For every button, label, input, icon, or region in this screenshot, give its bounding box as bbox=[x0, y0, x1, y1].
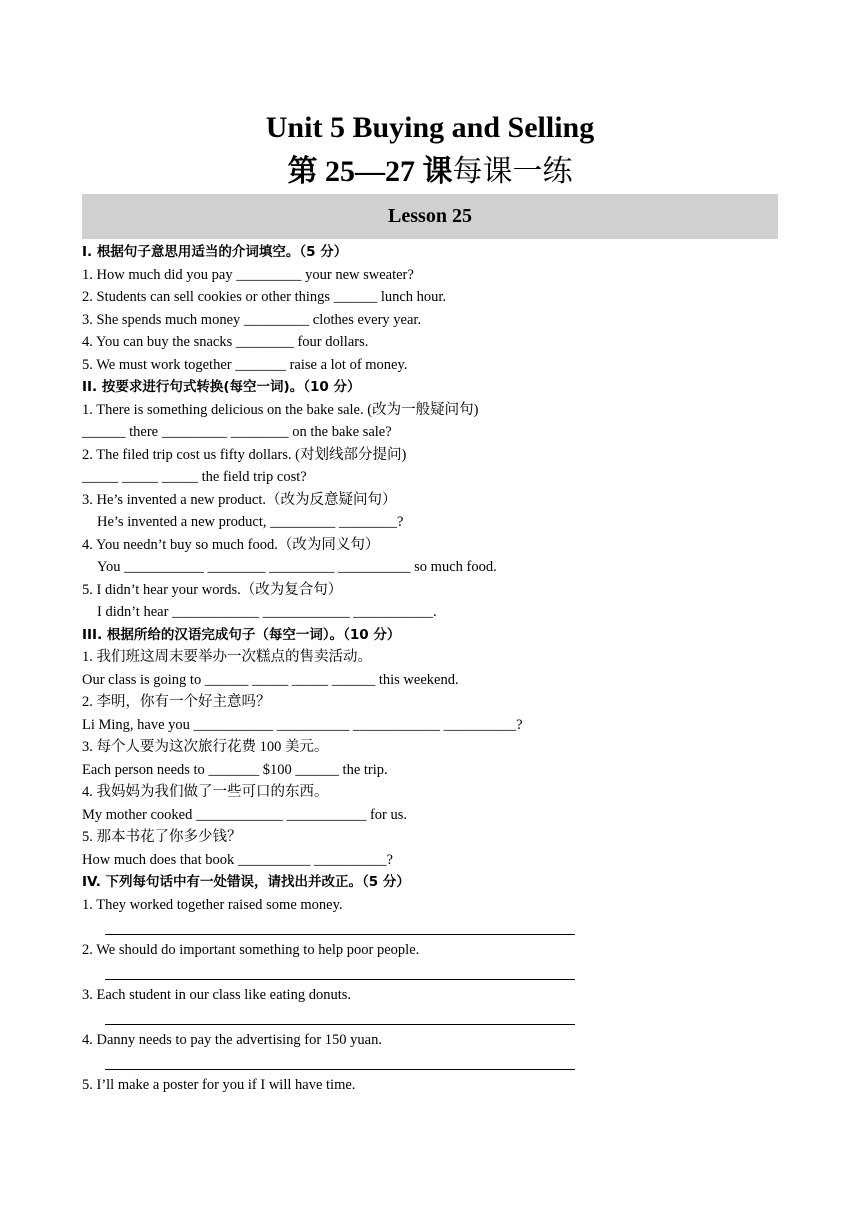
answer-blank-line[interactable] bbox=[82, 961, 782, 984]
section3-answer: Our class is going to ______ _____ _____ ______ this weekend. bbox=[82, 671, 459, 688]
section3-question: 1. 我们班这周末要举办一次糕点的售卖活动。 bbox=[82, 649, 372, 665]
section1-item: 3. She spends much money _________ clothes every year. bbox=[82, 311, 422, 328]
section2-answer: I didn’t hear ____________ ____________ ___________. bbox=[97, 604, 437, 620]
section2-question: 5. I didn’t hear your words.（改为复合句） bbox=[82, 581, 343, 598]
section3-answer: Each person needs to _______ $100 ______ the trip. bbox=[82, 761, 388, 778]
page-title: Unit 5 Buying and Selling bbox=[265, 111, 595, 144]
section3-question: 5. 那本书花了你多少钱？ bbox=[82, 829, 242, 845]
section2-answer: ______ there _________ ________ on the bake sale? bbox=[82, 424, 392, 440]
section4-item: 2. We should do important something to help poor people. bbox=[82, 941, 420, 958]
section4-heading: IV. 下列每句话中有一处错误，请找出并改正。（5 分） bbox=[82, 874, 410, 890]
subtitle-practice: 每课一练 bbox=[452, 155, 573, 188]
section3-question: 2. 李明，你有一个好主意吗？ bbox=[82, 694, 271, 710]
section3-answer: My mother cooked ____________ ___________ for us. bbox=[82, 806, 408, 823]
section1-item: 1. How much did you pay _________ your new sweater? bbox=[82, 266, 414, 283]
section2-question: 1. There is something delicious on the bake sale. (改为一般疑问句) bbox=[82, 401, 479, 418]
section1-heading: I. 根据句子意思用适当的介词填空。（5 分） bbox=[82, 244, 348, 260]
section2-question: 3. He’s invented a new product.（改为反意疑问句） bbox=[82, 491, 397, 508]
answer-blank-line[interactable] bbox=[82, 916, 782, 939]
page-subtitle bbox=[0, 152, 860, 192]
subtitle-lessons: 第 25—27 课 bbox=[287, 155, 453, 188]
section4-item: 3. Each student in our class like eating donuts. bbox=[82, 986, 352, 1003]
section2-heading: II. 按要求进行句式转换(每空一词)。（10 分） bbox=[82, 379, 361, 395]
section2-answer: _____ _____ _____ the field trip cost? bbox=[82, 469, 307, 485]
section4-item: 4. Danny needs to pay the advertising for 150 yuan. bbox=[82, 1031, 382, 1048]
section4-item: 1. They worked together raised some money. bbox=[82, 896, 343, 913]
answer-blank-line[interactable] bbox=[82, 1051, 782, 1074]
section3-heading: III. 根据所给的汉语完成句子（每空一词）。（10 分） bbox=[82, 626, 401, 643]
section3-answer: Li Ming, have you ___________ __________ ____________ __________? bbox=[82, 716, 523, 733]
section4-item: 5. I’ll make a poster for you if I will have time. bbox=[82, 1076, 356, 1093]
section2-question: 4. You needn’t buy so much food.（改为同义句） bbox=[82, 536, 380, 553]
section2-answer: He’s invented a new product, _________ ________? bbox=[97, 514, 404, 530]
answer-blank-line[interactable] bbox=[82, 1006, 782, 1029]
section2-answer: You ___________ ________ _________ __________ so much food. bbox=[97, 559, 497, 575]
exercise-content bbox=[82, 241, 782, 1096]
lesson-banner: Lesson 25 bbox=[82, 194, 778, 239]
section2-question: 2. The filed trip cost us fifty dollars. (对划线部分提问) bbox=[82, 446, 407, 463]
section1-item: 5. We must work together _______ raise a lot of money. bbox=[82, 356, 408, 373]
section3-question: 4. 我妈妈为我们做了一些可口的东西。 bbox=[82, 784, 329, 800]
section1-item: 4. You can buy the snacks ________ four dollars. bbox=[82, 334, 369, 350]
section3-answer: How much does that book __________ __________? bbox=[82, 851, 393, 868]
section1-item: 2. Students can sell cookies or other things ______ lunch hour. bbox=[82, 289, 447, 305]
section3-question: 3. 每个人要为这次旅行花费 100 美元。 bbox=[82, 739, 329, 755]
